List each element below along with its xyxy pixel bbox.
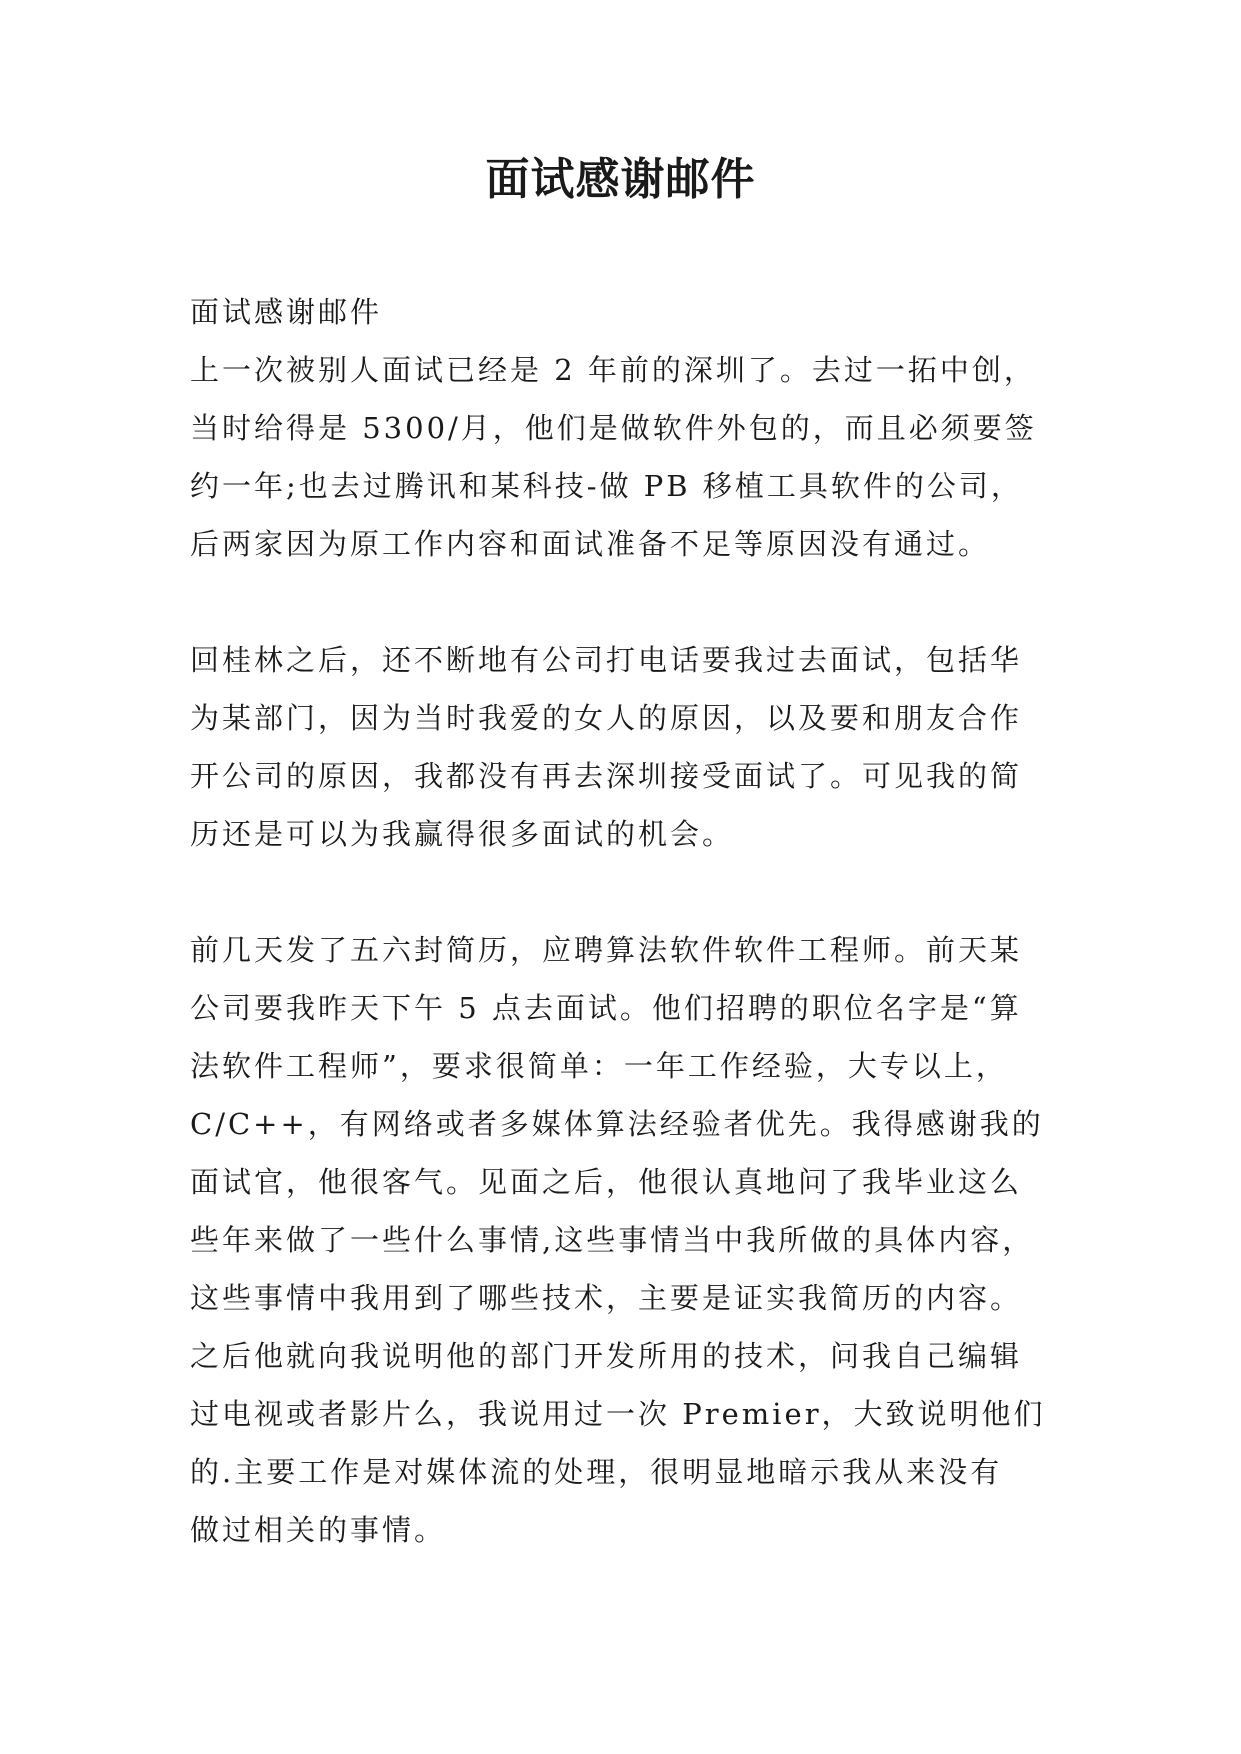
text-line: 些年来做了一些什么事情,这些事情当中我所做的具体内容，	[190, 1223, 1035, 1257]
text-line: 这些事情中我用到了哪些技术，主要是证实我简历的内容。	[190, 1281, 1023, 1315]
text-line: 历还是可以为我赢得很多面试的机会。	[190, 817, 735, 851]
document-title: 面试感谢邮件	[485, 154, 756, 205]
paragraph-2	[190, 631, 1070, 863]
text-line: 的.主要工作是对媒体流的处理，很明显地暗示我从来没有	[190, 1455, 1003, 1489]
text-line: 做过相关的事情。	[190, 1513, 447, 1547]
text-line: 公司要我昨天下午 5 点去面试。他们招聘的职位名字是“算	[190, 991, 1022, 1025]
paragraph-spacer	[190, 573, 1070, 631]
paragraph-3	[190, 921, 1070, 1559]
body-subtitle: 面试感谢邮件	[190, 295, 383, 329]
document-body	[190, 283, 1070, 1559]
text-line: 过电视或者影片么，我说用过一次 Premier，大致说明他们	[190, 1397, 1046, 1431]
text-line: 为某部门，因为当时我爱的女人的原因，以及要和朋友合作	[190, 701, 1023, 735]
text-line: 之后他就向我说明他的部门开发所用的技术，问我自己编辑	[190, 1339, 1023, 1373]
paragraph-1	[190, 341, 1070, 573]
text-line: 回桂林之后，还不断地有公司打电话要我过去面试，包括华	[190, 643, 1023, 677]
text-line: 后两家因为原工作内容和面试准备不足等原因没有通过。	[190, 527, 991, 561]
text-line: 约一年;也去过腾讯和某科技-做 PB 移植工具软件的公司，	[190, 469, 1023, 503]
text-line: 当时给得是 5300/月，他们是做软件外包的，而且必须要签	[190, 411, 1037, 445]
text-line: 开公司的原因，我都没有再去深圳接受面试了。可见我的简	[190, 759, 1023, 793]
text-line: 法软件工程师”，要求很简单：一年工作经验，大专以上，	[190, 1049, 1008, 1083]
text-line: 上一次被别人面试已经是 2 年前的深圳了。去过一拓中创，	[190, 353, 1036, 387]
paragraph-spacer	[190, 863, 1070, 921]
text-line: 前几天发了五六封简历，应聘算法软件软件工程师。前天某	[190, 933, 1023, 967]
text-line: C/C++，有网络或者多媒体算法经验者优先。我得感谢我的	[190, 1107, 1044, 1141]
text-line: 面试官，他很客气。见面之后，他很认真地问了我毕业这么	[190, 1165, 1023, 1199]
